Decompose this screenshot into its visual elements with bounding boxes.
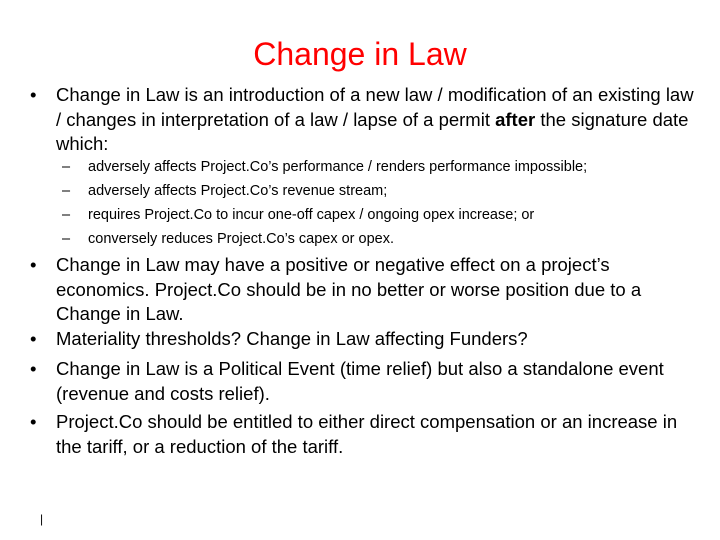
bullet-text-emphasis: after — [495, 108, 536, 130]
sub-marker: – — [62, 207, 71, 223]
sub-item — [62, 227, 662, 252]
bullet-marker: • — [30, 84, 37, 105]
bullet-item — [30, 327, 695, 352]
bullet-text-prefix: Change in Law is an introduction of a new law / modification of an existing law / changes in interpretation of a law / lapse of a permit — [56, 84, 694, 130]
bullet-text: Change in Law may have a positive or negative effect on a project’s economics. Project.Co should be in no better or worse position due to a Change in Law. — [56, 254, 642, 324]
bullet-text: Change in Law is a Political Event (time relief) but also a standalone event (revenue and costs relief). — [56, 358, 664, 404]
bullet-marker: • — [30, 254, 37, 275]
sub-item — [62, 179, 662, 204]
sub-marker: – — [62, 231, 71, 247]
bullet-item — [30, 410, 695, 459]
bullet-text-suffix: the signature date which: — [56, 108, 689, 154]
bullet-text — [56, 83, 695, 157]
sub-item-text: requires Project.Co to incur one-off capex / ongoing opex increase; or — [88, 207, 535, 223]
footer-mark: | — [40, 512, 44, 526]
bullet-item — [30, 253, 695, 327]
bullet-marker: • — [30, 328, 37, 349]
bullet-marker: • — [30, 358, 37, 379]
bullet-marker: • — [30, 411, 37, 432]
sub-item-text: conversely reduces Project.Co’s capex or opex. — [88, 231, 394, 247]
sub-marker: – — [62, 183, 71, 199]
sub-item — [62, 203, 662, 228]
bullet-item — [30, 83, 695, 157]
bullet-text: Materiality thresholds? Change in Law affecting Funders? — [56, 328, 528, 349]
bullet-item — [30, 357, 695, 406]
sub-item — [62, 155, 662, 180]
sub-marker: – — [62, 159, 71, 175]
bullet-text: Project.Co should be entitled to either direct compensation or an increase in the tariff, or a reduction of the tariff. — [56, 411, 678, 457]
sub-item-text: adversely affects Project.Co’s revenue stream; — [88, 183, 388, 199]
sub-item-text: adversely affects Project.Co’s performance / renders performance impossible; — [88, 159, 588, 175]
slide-title: Change in Law — [253, 36, 467, 72]
